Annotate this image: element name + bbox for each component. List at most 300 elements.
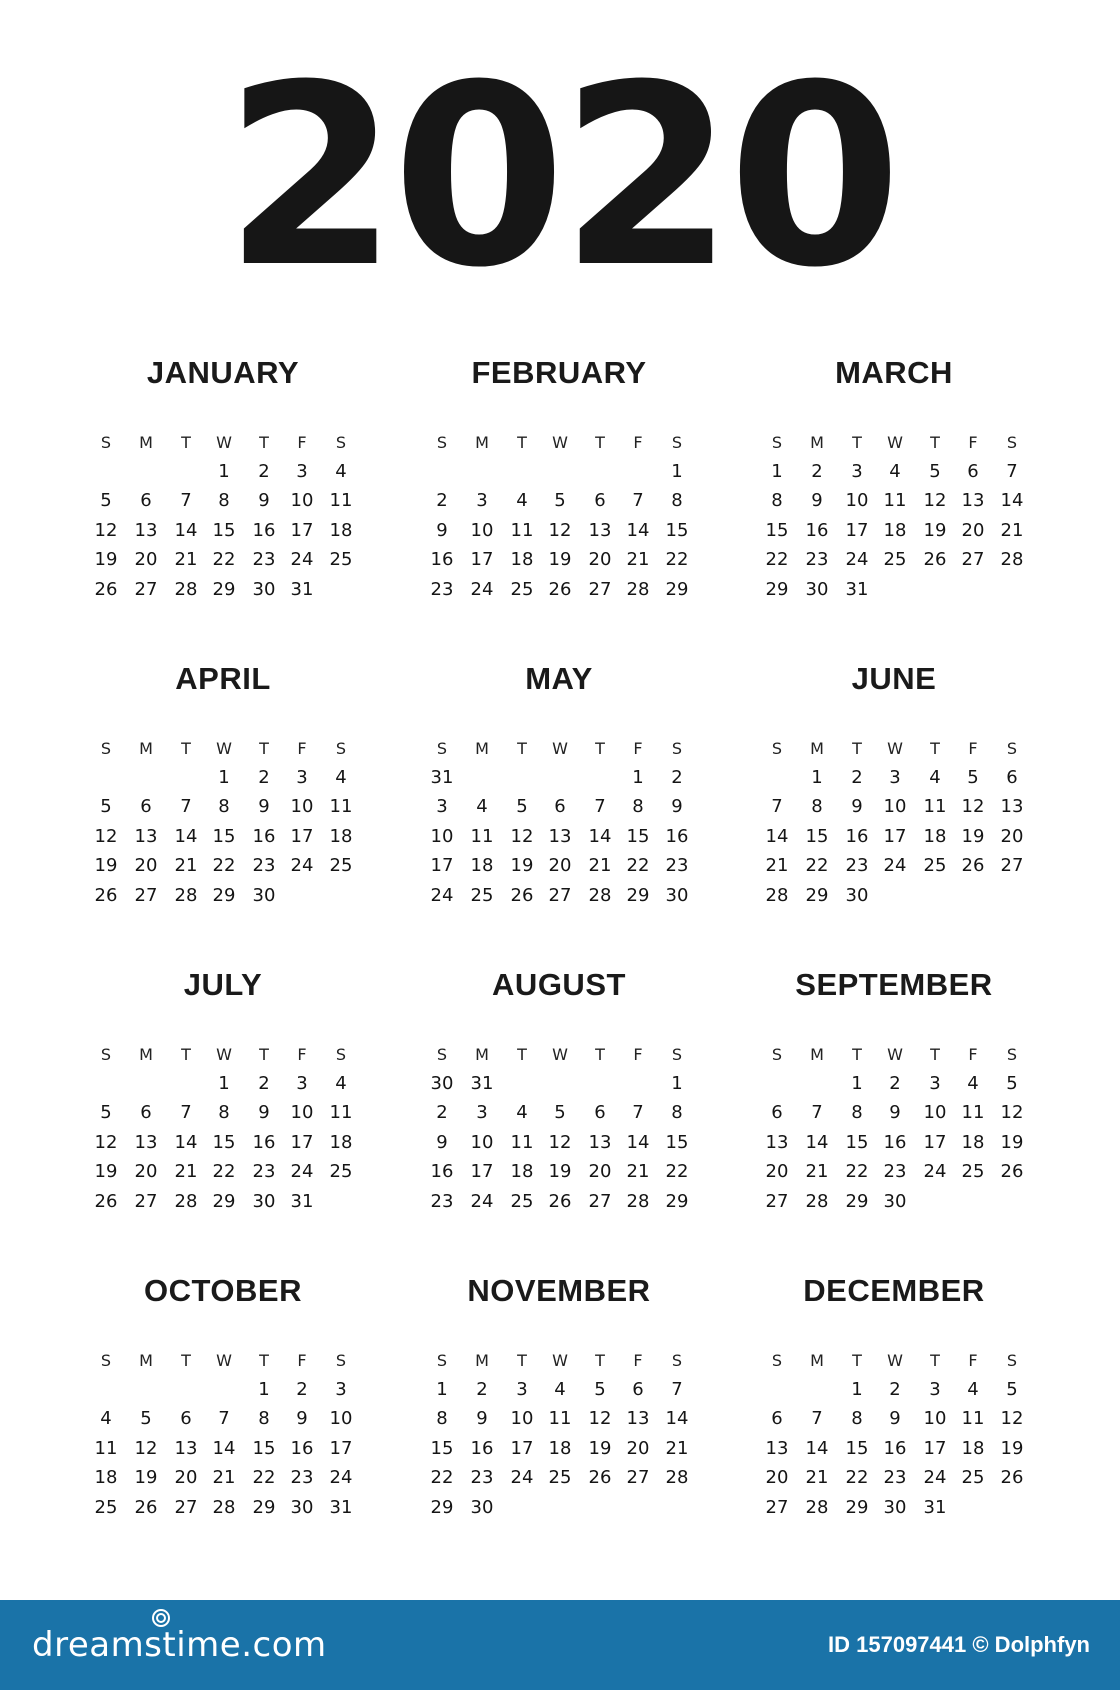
- day-cell: 24: [290, 549, 314, 571]
- week-row: [744, 577, 1044, 603]
- day-cell: 13: [588, 519, 612, 541]
- day-cell: 1: [671, 1073, 683, 1094]
- day-cell: 5: [594, 1379, 606, 1400]
- day-cell: 24: [329, 1467, 353, 1489]
- day-cell: 3: [296, 1073, 308, 1094]
- day-cell: 3: [296, 767, 308, 788]
- day-cell: 31: [329, 1496, 353, 1518]
- day-cell: 14: [805, 1437, 829, 1459]
- month-name: AUGUST: [492, 967, 626, 1002]
- day-cell: 18: [548, 1437, 572, 1459]
- day-cell: 3: [929, 1379, 941, 1400]
- day-cell: 21: [805, 1467, 829, 1489]
- day-cell: 27: [548, 884, 572, 906]
- day-cell: 21: [174, 855, 198, 877]
- day-cell: 2: [258, 461, 270, 482]
- day-cell: 25: [329, 855, 353, 877]
- day-cell: 6: [140, 490, 152, 512]
- week-row: [744, 853, 1044, 879]
- day-cell: 6: [594, 1102, 606, 1124]
- weekday-label: S: [335, 433, 347, 452]
- week-row: [409, 1071, 709, 1097]
- week-row: [409, 488, 709, 514]
- weekday-label: S: [771, 1045, 783, 1064]
- day-cell: 10: [923, 1408, 947, 1430]
- day-cell: 16: [252, 519, 276, 541]
- day-cell: 18: [923, 825, 947, 847]
- day-cell: 9: [258, 490, 270, 512]
- day-cell: 27: [626, 1467, 650, 1489]
- weekday-label: S: [1006, 433, 1018, 452]
- day-cell: 4: [554, 1379, 566, 1400]
- week-row: [73, 488, 373, 514]
- day-cell: 10: [845, 490, 869, 512]
- day-cell: 12: [1000, 1408, 1024, 1430]
- weekday-label: S: [335, 1045, 347, 1064]
- week-row: [409, 1377, 709, 1403]
- week-row: [409, 883, 709, 909]
- weekday-label: M: [139, 739, 153, 758]
- month-name: OCTOBER: [144, 1273, 302, 1308]
- day-cell: 23: [252, 549, 276, 571]
- day-cell: 12: [548, 519, 572, 541]
- day-cell: 30: [470, 1496, 494, 1518]
- day-cell: 28: [805, 1190, 829, 1212]
- day-cell: 18: [510, 549, 534, 571]
- day-cell: 11: [94, 1437, 118, 1459]
- day-cell: 30: [252, 578, 276, 600]
- week-row: [409, 1189, 709, 1215]
- day-cell: 15: [252, 1437, 276, 1459]
- day-cell: 4: [476, 796, 488, 818]
- weekday-label: F: [633, 1351, 643, 1370]
- day-cell: 24: [290, 855, 314, 877]
- week-row: [409, 459, 709, 485]
- day-cell: 30: [430, 1073, 454, 1094]
- day-cell: 13: [765, 1437, 789, 1459]
- weekday-label: F: [968, 739, 978, 758]
- day-cell: 5: [967, 767, 979, 788]
- day-cell: 13: [626, 1408, 650, 1430]
- day-cell: 23: [252, 855, 276, 877]
- day-cell: 19: [961, 825, 985, 847]
- week-row: [409, 824, 709, 850]
- week-row: [409, 794, 709, 820]
- weekday-label: W: [552, 433, 568, 452]
- day-cell: 25: [548, 1467, 572, 1489]
- day-cell: 7: [218, 1408, 230, 1430]
- weekday-header-row: [744, 736, 1044, 762]
- day-cell: 4: [967, 1379, 979, 1400]
- day-cell: 25: [510, 578, 534, 600]
- day-cell: 17: [510, 1437, 534, 1459]
- day-cell: 7: [811, 1102, 823, 1124]
- day-cell: 18: [961, 1437, 985, 1459]
- day-cell: 29: [665, 578, 689, 600]
- day-cell: 31: [923, 1496, 947, 1518]
- week-row: [409, 1130, 709, 1156]
- week-row: [744, 794, 1044, 820]
- day-cell: 1: [218, 461, 230, 482]
- day-cell: 20: [961, 519, 985, 541]
- day-cell: 23: [665, 855, 689, 877]
- weekday-label: T: [181, 1045, 191, 1064]
- weekday-label: M: [810, 739, 824, 758]
- day-cell: 24: [290, 1161, 314, 1183]
- day-cell: 12: [94, 825, 118, 847]
- day-cell: 16: [252, 825, 276, 847]
- day-cell: 22: [212, 855, 236, 877]
- day-cell: 1: [851, 1379, 863, 1400]
- day-cell: 3: [296, 461, 308, 482]
- day-cell: 1: [671, 461, 683, 482]
- day-cell: 28: [626, 578, 650, 600]
- week-row: [409, 518, 709, 544]
- day-cell: 22: [252, 1467, 276, 1489]
- weekday-label: F: [297, 739, 307, 758]
- week-row: [73, 765, 373, 791]
- week-row: [744, 518, 1044, 544]
- day-cell: 7: [632, 490, 644, 512]
- week-row: [744, 1436, 1044, 1462]
- month-name: FEBRUARY: [471, 355, 647, 390]
- week-row: [744, 1189, 1044, 1215]
- year-title: 2020: [224, 31, 896, 322]
- day-cell: 17: [845, 519, 869, 541]
- weekday-label: T: [259, 1045, 269, 1064]
- week-row: [409, 1436, 709, 1462]
- day-cell: 3: [335, 1379, 347, 1400]
- day-cell: 24: [470, 578, 494, 600]
- weekday-label: W: [887, 433, 903, 452]
- day-cell: 9: [671, 796, 683, 818]
- day-cell: 6: [1006, 767, 1018, 788]
- weekday-label: S: [436, 1045, 448, 1064]
- day-cell: 7: [180, 1102, 192, 1124]
- day-cell: 29: [765, 578, 789, 600]
- day-cell: 22: [665, 549, 689, 571]
- day-cell: 4: [335, 767, 347, 788]
- day-cell: 30: [665, 884, 689, 906]
- day-cell: 11: [329, 1102, 353, 1124]
- day-cell: 15: [212, 519, 236, 541]
- weekday-label: F: [633, 739, 643, 758]
- weekday-label: T: [181, 1351, 191, 1370]
- weekday-label: T: [852, 1045, 862, 1064]
- weekday-label: F: [968, 433, 978, 452]
- day-cell: 15: [765, 519, 789, 541]
- day-cell: 4: [516, 490, 528, 512]
- week-row: [744, 883, 1044, 909]
- month-name: JANUARY: [146, 355, 300, 390]
- day-cell: 19: [588, 1437, 612, 1459]
- day-cell: 21: [626, 1161, 650, 1183]
- day-cell: 7: [180, 796, 192, 818]
- day-cell: 7: [180, 490, 192, 512]
- weekday-label: T: [517, 1351, 527, 1370]
- day-cell: 30: [252, 1190, 276, 1212]
- weekday-label: S: [335, 739, 347, 758]
- day-cell: 21: [1000, 519, 1024, 541]
- day-cell: 13: [961, 490, 985, 512]
- day-cell: 19: [1000, 1437, 1024, 1459]
- day-cell: 11: [961, 1102, 985, 1124]
- day-cell: 12: [588, 1408, 612, 1430]
- day-cell: 15: [212, 825, 236, 847]
- day-cell: 6: [632, 1379, 644, 1400]
- week-row: [73, 577, 373, 603]
- day-cell: 21: [805, 1161, 829, 1183]
- day-cell: 16: [252, 1131, 276, 1153]
- day-cell: 29: [212, 884, 236, 906]
- weekday-label: T: [181, 433, 191, 452]
- day-cell: 6: [140, 796, 152, 818]
- day-cell: 26: [94, 884, 118, 906]
- week-row: [744, 765, 1044, 791]
- day-cell: 13: [134, 1131, 158, 1153]
- day-cell: 9: [811, 490, 823, 512]
- day-cell: 18: [470, 855, 494, 877]
- day-cell: 9: [258, 796, 270, 818]
- day-cell: 16: [430, 549, 454, 571]
- day-cell: 22: [212, 549, 236, 571]
- day-cell: 31: [290, 578, 314, 600]
- day-cell: 13: [548, 825, 572, 847]
- month-name: JULY: [183, 967, 263, 1002]
- day-cell: 15: [845, 1437, 869, 1459]
- day-cell: 15: [805, 825, 829, 847]
- day-cell: 29: [252, 1496, 276, 1518]
- weekday-label: S: [1006, 1045, 1018, 1064]
- week-row: [744, 488, 1044, 514]
- day-cell: 9: [889, 1408, 901, 1430]
- day-cell: 10: [430, 825, 454, 847]
- weekday-label: T: [930, 433, 940, 452]
- day-cell: 14: [765, 825, 789, 847]
- weekday-label: S: [100, 1351, 112, 1370]
- day-cell: 11: [510, 1131, 534, 1153]
- weekday-label: T: [517, 739, 527, 758]
- weekday-label: S: [671, 1351, 683, 1370]
- day-cell: 4: [516, 1102, 528, 1124]
- weekday-label: S: [100, 1045, 112, 1064]
- week-row: [73, 1465, 373, 1491]
- day-cell: 16: [470, 1437, 494, 1459]
- day-cell: 21: [174, 549, 198, 571]
- day-cell: 24: [845, 549, 869, 571]
- day-cell: 20: [1000, 825, 1024, 847]
- day-cell: 14: [174, 519, 198, 541]
- weekday-label: W: [216, 1045, 232, 1064]
- weekday-label: F: [633, 1045, 643, 1064]
- day-cell: 10: [470, 519, 494, 541]
- day-cell: 8: [851, 1102, 863, 1124]
- day-cell: 14: [212, 1437, 236, 1459]
- day-cell: 8: [671, 1102, 683, 1124]
- day-cell: 4: [889, 461, 901, 482]
- weekday-label: T: [930, 1351, 940, 1370]
- day-cell: 14: [174, 1131, 198, 1153]
- week-row: [744, 1130, 1044, 1156]
- day-cell: 21: [174, 1161, 198, 1183]
- weekday-label: W: [887, 1351, 903, 1370]
- day-cell: 20: [765, 1467, 789, 1489]
- day-cell: 23: [470, 1467, 494, 1489]
- day-cell: 30: [805, 578, 829, 600]
- day-cell: 7: [632, 1102, 644, 1124]
- day-cell: 26: [923, 549, 947, 571]
- day-cell: 22: [765, 549, 789, 571]
- weekday-label: S: [671, 433, 683, 452]
- day-cell: 1: [811, 767, 823, 788]
- week-row: [744, 1465, 1044, 1491]
- day-cell: 29: [212, 1190, 236, 1212]
- weekday-label: W: [216, 433, 232, 452]
- day-cell: 13: [765, 1131, 789, 1153]
- day-cell: 10: [290, 1102, 314, 1124]
- day-cell: 29: [805, 884, 829, 906]
- day-cell: 19: [1000, 1131, 1024, 1153]
- day-cell: 7: [1006, 461, 1018, 482]
- day-cell: 25: [94, 1496, 118, 1518]
- day-cell: 31: [430, 767, 454, 788]
- day-cell: 8: [258, 1408, 270, 1430]
- weekday-header-row: [73, 1348, 373, 1374]
- week-row: [73, 824, 373, 850]
- day-cell: 2: [258, 767, 270, 788]
- day-cell: 30: [252, 884, 276, 906]
- week-row: [409, 547, 709, 573]
- weekday-label: S: [436, 1351, 448, 1370]
- day-cell: 5: [516, 796, 528, 818]
- day-cell: 11: [329, 490, 353, 512]
- day-cell: 9: [476, 1408, 488, 1430]
- day-cell: 26: [94, 1190, 118, 1212]
- day-cell: 16: [665, 825, 689, 847]
- day-cell: 20: [548, 855, 572, 877]
- day-cell: 3: [476, 1102, 488, 1124]
- weekday-label: W: [552, 1045, 568, 1064]
- day-cell: 1: [258, 1379, 270, 1400]
- day-cell: 20: [134, 549, 158, 571]
- day-cell: 16: [845, 825, 869, 847]
- day-cell: 18: [94, 1467, 118, 1489]
- day-cell: 6: [554, 796, 566, 818]
- day-cell: 15: [626, 825, 650, 847]
- weekday-header-row: [409, 1348, 709, 1374]
- day-cell: 1: [632, 767, 644, 788]
- day-cell: 11: [883, 490, 907, 512]
- week-row: [409, 1100, 709, 1126]
- week-row: [73, 1189, 373, 1215]
- day-cell: 21: [665, 1437, 689, 1459]
- day-cell: 29: [665, 1190, 689, 1212]
- day-cell: 15: [430, 1437, 454, 1459]
- week-row: [73, 853, 373, 879]
- day-cell: 5: [100, 490, 112, 512]
- day-cell: 26: [548, 578, 572, 600]
- day-cell: 16: [805, 519, 829, 541]
- day-cell: 29: [845, 1190, 869, 1212]
- weekday-label: W: [216, 1351, 232, 1370]
- day-cell: 17: [290, 519, 314, 541]
- day-cell: 17: [430, 855, 454, 877]
- week-row: [73, 1159, 373, 1185]
- day-cell: 13: [134, 519, 158, 541]
- month-name: NOVEMBER: [467, 1273, 651, 1308]
- day-cell: 28: [174, 578, 198, 600]
- day-cell: 5: [554, 1102, 566, 1124]
- day-cell: 26: [1000, 1467, 1024, 1489]
- day-cell: 5: [1006, 1379, 1018, 1400]
- weekday-label: M: [475, 1351, 489, 1370]
- day-cell: 10: [883, 796, 907, 818]
- weekday-header-row: [409, 430, 709, 456]
- weekday-label: T: [852, 739, 862, 758]
- day-cell: 4: [335, 461, 347, 482]
- day-cell: 2: [258, 1073, 270, 1094]
- day-cell: 9: [296, 1408, 308, 1430]
- day-cell: 13: [1000, 796, 1024, 818]
- day-cell: 6: [967, 461, 979, 482]
- day-cell: 3: [516, 1379, 528, 1400]
- day-cell: 5: [929, 461, 941, 482]
- day-cell: 2: [476, 1379, 488, 1400]
- day-cell: 12: [134, 1437, 158, 1459]
- day-cell: 10: [923, 1102, 947, 1124]
- week-row: [409, 577, 709, 603]
- day-cell: 23: [883, 1467, 907, 1489]
- weekday-label: S: [1006, 739, 1018, 758]
- day-cell: 17: [923, 1437, 947, 1459]
- weekday-label: W: [887, 1045, 903, 1064]
- day-cell: 4: [929, 767, 941, 788]
- day-cell: 7: [771, 796, 783, 818]
- day-cell: 17: [923, 1131, 947, 1153]
- week-row: [409, 853, 709, 879]
- day-cell: 14: [588, 825, 612, 847]
- weekday-label: W: [552, 739, 568, 758]
- day-cell: 9: [258, 1102, 270, 1124]
- day-cell: 24: [883, 855, 907, 877]
- day-cell: 15: [212, 1131, 236, 1153]
- day-cell: 28: [174, 1190, 198, 1212]
- weekday-label: F: [968, 1351, 978, 1370]
- day-cell: 10: [290, 796, 314, 818]
- week-row: [73, 1130, 373, 1156]
- day-cell: 24: [510, 1467, 534, 1489]
- week-row: [73, 1377, 373, 1403]
- day-cell: 2: [851, 767, 863, 788]
- day-cell: 9: [436, 519, 448, 541]
- weekday-label: S: [771, 739, 783, 758]
- day-cell: 15: [665, 519, 689, 541]
- day-cell: 8: [632, 796, 644, 818]
- month-name: SEPTEMBER: [795, 967, 993, 1002]
- day-cell: 15: [845, 1131, 869, 1153]
- week-row: [744, 459, 1044, 485]
- day-cell: 21: [212, 1467, 236, 1489]
- week-row: [73, 1100, 373, 1126]
- weekday-label: S: [100, 433, 112, 452]
- dreamstime-brand-text: dreamstime.com: [32, 1625, 327, 1665]
- day-cell: 17: [329, 1437, 353, 1459]
- day-cell: 21: [626, 549, 650, 571]
- day-cell: 24: [923, 1161, 947, 1183]
- day-cell: 25: [923, 855, 947, 877]
- day-cell: 23: [430, 1190, 454, 1212]
- weekday-label: T: [259, 1351, 269, 1370]
